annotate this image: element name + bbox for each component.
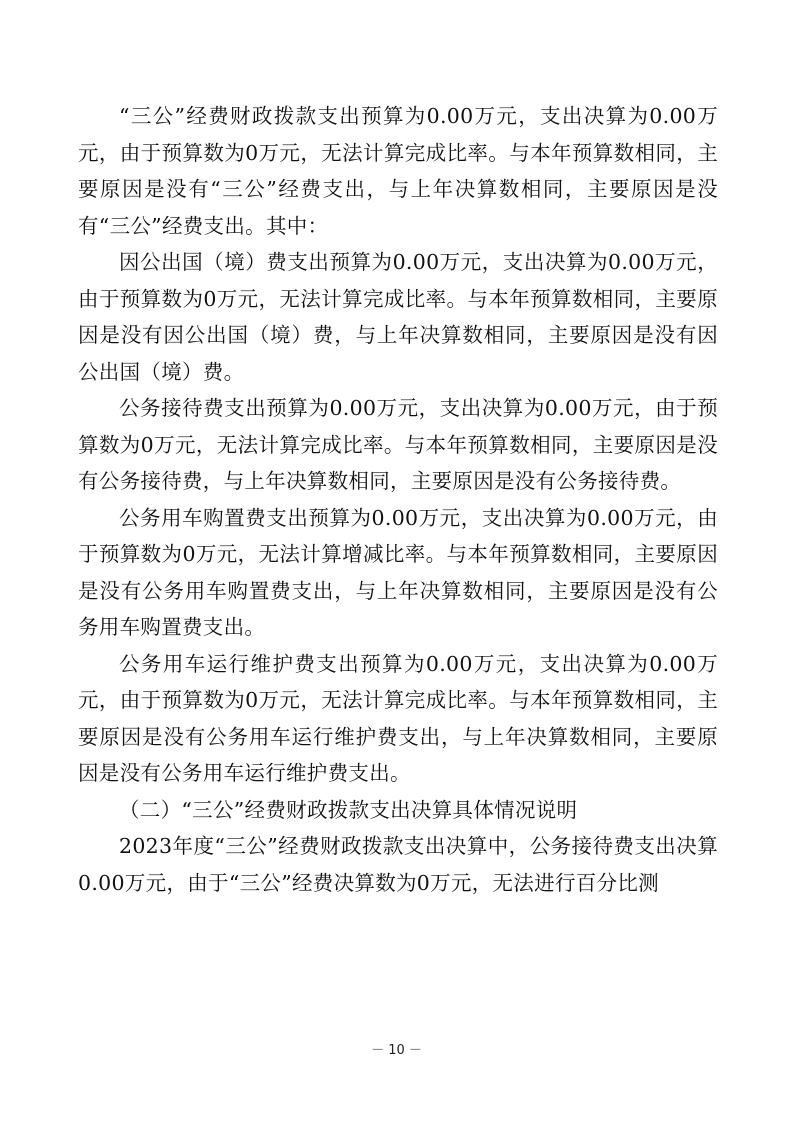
section-heading-2: （二）“三公”经费财政拨款支出决算具体情况说明: [119, 797, 578, 822]
document-body: [78, 98, 718, 901]
paragraph-vehicle-purchase: 公务用车购置费支出预算为0.00万元，支出决算为0.00万元，由于预算数为0万元，无法计算增减比率。与本年预算数相同，主要原因是没有公务用车购置费支出，与上年决算数相同，主要原因是没有公务用车购置费支出。: [78, 505, 718, 639]
paragraph-2023-details: 2023年度“三公”经费财政拨款支出决算中，公务接待费支出决算0.00万元，由于“三公”经费决算数为0万元，无法进行百分比测: [78, 834, 718, 895]
paragraph-vehicle-maintenance: 公务用车运行维护费支出预算为0.00万元，支出决算为0.00万元，由于预算数为0万元，无法计算完成比率。与本年预算数相同，主要原因是没有公务用车运行维护费支出，与上年决算数相同，主要原因是没有公务用车运行维护费支出。: [78, 651, 718, 785]
paragraph-overseas-travel: 因公出国（境）费支出预算为0.00万元，支出决算为0.00万元，由于预算数为0万元，无法计算完成比率。与本年预算数相同，主要原因是没有因公出国（境）费，与上年决算数相同，主要原因是没有因公出国（境）费。: [78, 250, 718, 384]
page-number: － 10 －: [371, 1043, 422, 1058]
paragraph-three-public-summary: “三公”经费财政拨款支出预算为0.00万元，支出决算为0.00万元，由于预算数为0万元，无法计算完成比率。与本年预算数相同，主要原因是没有“三公”经费支出，与上年决算数相同，主要原因是没有“三公”经费支出。其中：: [78, 104, 718, 238]
paragraph-official-reception: 公务接待费支出预算为0.00万元，支出决算为0.00万元，由于预算数为0万元，无法计算完成比率。与本年预算数相同，主要原因是没有公务接待费，与上年决算数相同，主要原因是没有公务接待费。: [78, 396, 718, 493]
